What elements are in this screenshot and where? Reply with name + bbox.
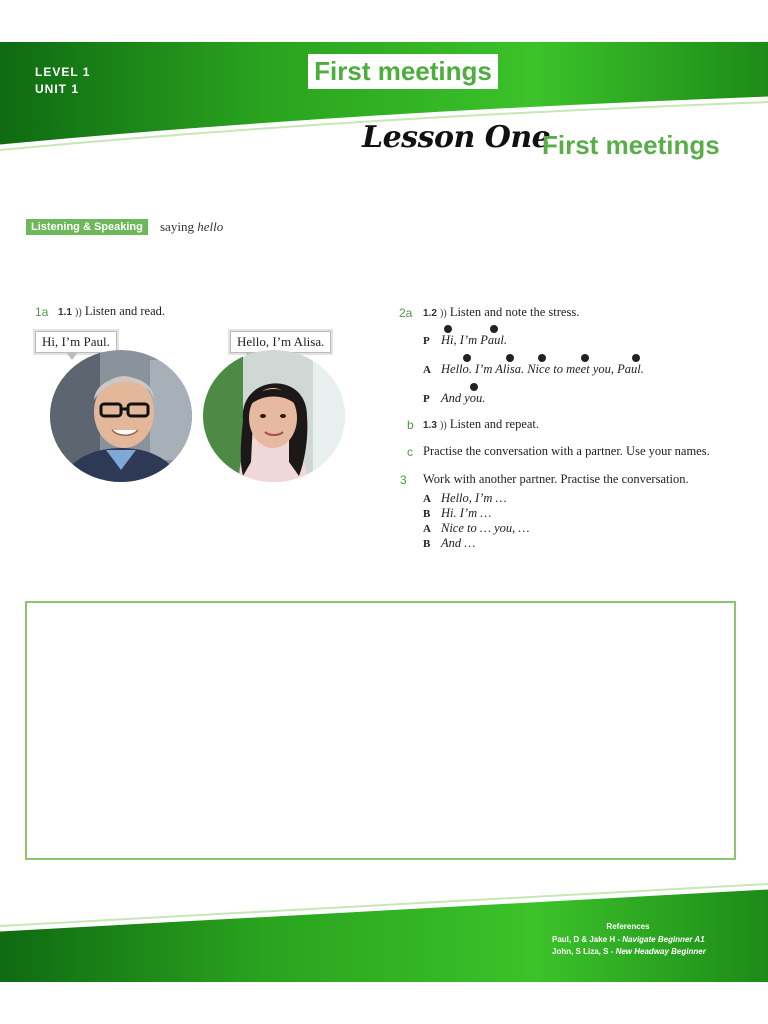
references-block bbox=[552, 921, 752, 959]
stress-dot bbox=[490, 325, 498, 333]
speech-bubble-paul: Hi, I’m Paul. bbox=[35, 331, 117, 353]
header-title-box bbox=[308, 54, 498, 89]
exercise-3-number: 3 bbox=[400, 473, 407, 487]
portrait-paul bbox=[50, 350, 192, 482]
reference-title: New Headway Beginner bbox=[615, 947, 706, 956]
track-1-1: 1.1 bbox=[58, 307, 72, 318]
exercise-2b-instruction-line bbox=[423, 417, 539, 432]
portrait-alisa bbox=[203, 350, 345, 482]
exercise-2c-instruction: Practise the conversation with a partner. Use your names. bbox=[423, 444, 710, 458]
dialogue-speaker: A bbox=[423, 493, 431, 505]
reference-title: Navigate Beginner A1 bbox=[622, 934, 705, 944]
exercise-1a-instruction: Listen and read. bbox=[84, 304, 166, 318]
reference-item bbox=[552, 934, 752, 947]
audio-icon: )) bbox=[440, 420, 447, 431]
level-label: LEVEL 1 bbox=[35, 65, 91, 79]
dialogue-speaker: B bbox=[423, 508, 431, 520]
reference-author: Paul, D & Jake H - bbox=[552, 934, 621, 944]
dialogue-speaker: B bbox=[423, 538, 431, 550]
dialogue-line: Hello. I’m Alisa. Nice to meet you, Paul. bbox=[441, 362, 644, 376]
dialogue-line: And … bbox=[441, 536, 476, 550]
dialogue-line: Hi, I’m Paul. bbox=[441, 333, 507, 347]
dialogue-speaker: A bbox=[423, 364, 431, 376]
stress-dot bbox=[444, 325, 452, 333]
exercise-3-instruction: Work with another partner. Practise the conversation. bbox=[423, 472, 689, 486]
stress-dot bbox=[470, 383, 478, 391]
track-1-2: 1.2 bbox=[423, 308, 437, 319]
notes-box bbox=[25, 601, 736, 860]
speech-bubble-alisa: Hello, I’m Alisa. bbox=[230, 331, 331, 353]
reference-item bbox=[552, 946, 752, 959]
dialogue-speaker: P bbox=[423, 335, 430, 347]
stress-dot bbox=[632, 354, 640, 362]
stress-dot bbox=[581, 354, 589, 362]
exercise-1a-number: 1a bbox=[35, 305, 49, 319]
section-topic-word: hello bbox=[197, 219, 224, 234]
lesson-topic-title: First meetings bbox=[542, 130, 720, 160]
track-1-3: 1.3 bbox=[423, 420, 437, 431]
exercise-2b-number: b bbox=[407, 418, 414, 432]
section-topic-prefix: saying bbox=[160, 219, 194, 234]
lesson-script-title: Lesson One bbox=[362, 120, 551, 155]
exercise-2a-instruction: Listen and note the stress. bbox=[449, 305, 580, 319]
audio-icon: )) bbox=[440, 308, 447, 319]
section-topic bbox=[160, 219, 223, 235]
stress-dot bbox=[463, 354, 471, 362]
stress-dot bbox=[506, 354, 514, 362]
reference-author: John, S Liza, S - bbox=[552, 947, 614, 956]
unit-label: UNIT 1 bbox=[35, 82, 80, 96]
dialogue-line: Hello, I’m … bbox=[441, 491, 507, 505]
header-title: First meetings bbox=[314, 56, 492, 86]
exercise-2a-instruction-line bbox=[423, 305, 579, 320]
exercise-2b-instruction: Listen and repeat. bbox=[449, 417, 540, 431]
references-heading: References bbox=[606, 922, 650, 931]
dialogue-line: Hi. I’m … bbox=[441, 506, 492, 520]
audio-icon: )) bbox=[75, 307, 82, 318]
dialogue-speaker: A bbox=[423, 523, 431, 535]
exercise-2a-number: 2a bbox=[399, 306, 413, 320]
exercise-1a-instruction-line bbox=[58, 304, 165, 319]
exercise-2c-number: c bbox=[407, 445, 413, 459]
stress-dot bbox=[538, 354, 546, 362]
dialogue-speaker: P bbox=[423, 393, 430, 405]
dialogue-line: Nice to … you, … bbox=[441, 521, 530, 535]
section-tag: Listening & Speaking bbox=[26, 219, 148, 235]
dialogue-line: And you. bbox=[441, 391, 486, 405]
